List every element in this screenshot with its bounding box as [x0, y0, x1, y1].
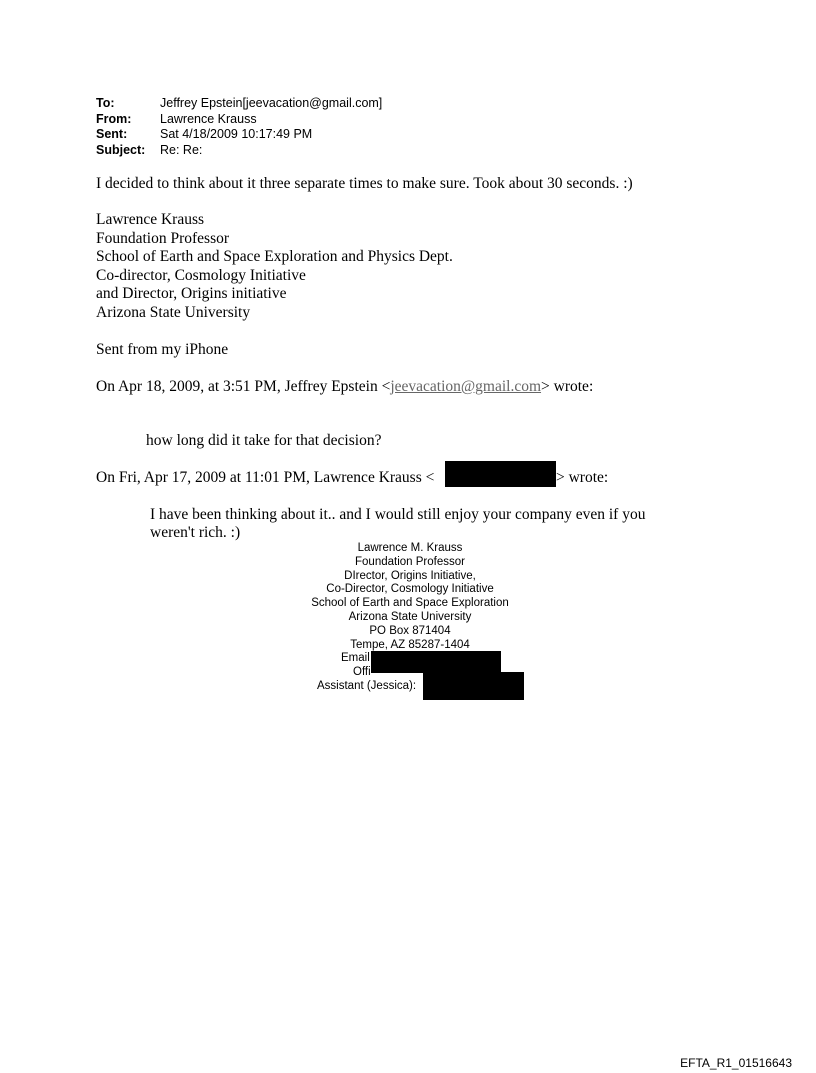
- to-value: Jeffrey Epstein[jeevacation@gmail.com]: [160, 96, 383, 110]
- to-row: [96, 96, 382, 112]
- from-value: Lawrence Krauss: [160, 111, 257, 126]
- subject-row: [96, 143, 382, 159]
- quote1-attrib-prefix: On Apr 18, 2009, at 3:51 PM, Jeffrey Epstein <: [96, 378, 391, 395]
- quoted-signature: [300, 542, 520, 652]
- quote2-attrib-prefix: On Fri, Apr 17, 2009 at 11:01 PM, Lawrence Krauss <: [96, 469, 435, 486]
- signature-title: Foundation Professor: [96, 229, 230, 247]
- from-label: From:: [96, 111, 132, 126]
- signature-director: and Director, Origins initiative: [96, 285, 287, 302]
- quote2-attrib-suffix: > wrote:: [556, 469, 609, 486]
- quote1-attribution: [96, 378, 593, 397]
- signature-block: [96, 211, 453, 322]
- quoted-sig-title: Foundation Professor: [355, 555, 465, 568]
- document-id: EFTA_R1_01516643: [680, 1056, 792, 1070]
- quote2-message-line2: weren't rich. :): [150, 524, 241, 541]
- quoted-sig-director: DIrector, Origins Initiative,: [344, 569, 476, 582]
- quoted-sig-name: Lawrence M. Krauss: [357, 542, 463, 554]
- office-label: Offi: [353, 666, 371, 678]
- email-label: Email: [341, 652, 370, 664]
- email-header: [96, 96, 382, 158]
- redaction-box-email: [445, 461, 556, 487]
- sent-from: Sent from my iPhone: [96, 341, 229, 358]
- quoted-sig-codirector: Co-Director, Cosmology Initiative: [326, 583, 494, 596]
- signature-school: School of Earth and Space Exploration and Physics Dept.: [96, 248, 453, 265]
- quoted-sig-city: Tempe, AZ 85287-1404: [350, 638, 470, 651]
- quoted-sig-school: School of Earth and Space Exploration: [311, 597, 509, 610]
- subject-value: Re: Re:: [160, 142, 203, 157]
- signature-university: Arizona State University: [96, 303, 251, 321]
- redaction-box-contact-email: [371, 651, 501, 673]
- quote2-attribution: [96, 469, 434, 488]
- to-label: To:: [96, 96, 115, 110]
- signature-name: Lawrence Krauss: [96, 211, 205, 228]
- subject-label: Subject:: [96, 142, 146, 157]
- sent-value: Sat 4/18/2009 10:17:49 PM: [160, 127, 313, 141]
- sent-row: [96, 127, 382, 143]
- quote1-attrib-suffix: > wrote:: [541, 378, 594, 395]
- sent-label: Sent:: [96, 127, 128, 141]
- quote2-message-line1: I have been thinking about it.. and I would still enjoy your company even if you: [150, 506, 646, 523]
- email-link[interactable]: jeevacation@gmail.com: [390, 378, 542, 395]
- quoted-sig-university: Arizona State University: [348, 610, 472, 623]
- quoted-sig-pobox: PO Box 871404: [369, 624, 451, 637]
- quote1-message: how long did it take for that decision?: [146, 432, 382, 449]
- signature-codirector: Co-director, Cosmology Initiative: [96, 266, 306, 284]
- assistant-label: Assistant (Jessica):: [317, 680, 417, 692]
- message-text: I decided to think about it three separate times to make sure. Took about 30 seconds. :): [96, 175, 633, 192]
- from-row: [96, 112, 382, 128]
- redaction-box-assistant: [423, 672, 524, 700]
